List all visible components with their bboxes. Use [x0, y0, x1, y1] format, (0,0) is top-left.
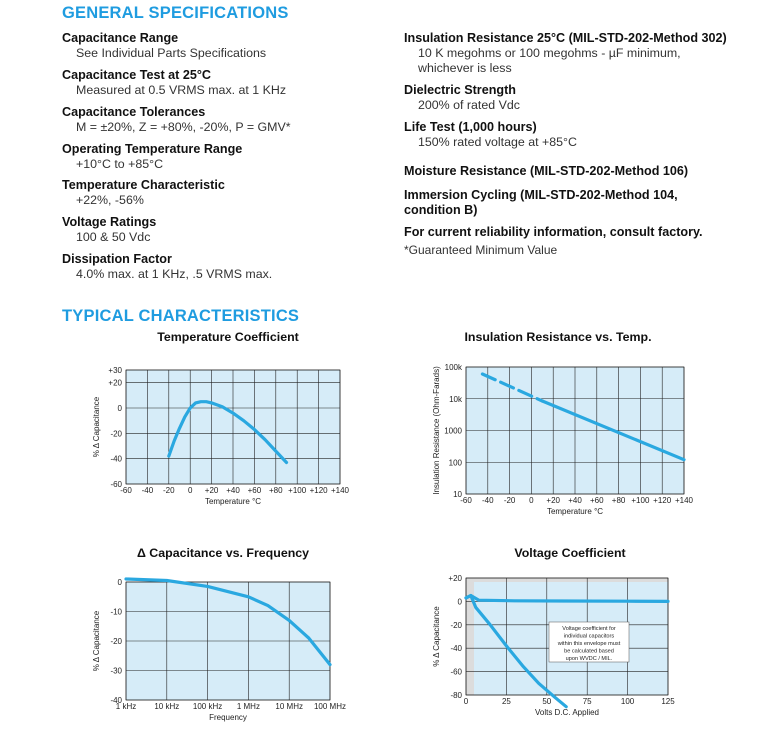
y-tick-label: -20	[450, 620, 462, 630]
x-tick-label: 25	[501, 697, 511, 706]
chart-title: Δ Capacitance vs. Frequency	[136, 546, 310, 560]
x-tick-label: 0	[463, 697, 469, 706]
x-tick-label: 10 MHz	[275, 702, 303, 711]
x-axis-label: Temperature °C	[204, 497, 262, 506]
x-tick-label: +60	[590, 496, 604, 505]
spec-value: 4.0% max. at 1 KHz, .5 VRMS max.	[76, 267, 273, 281]
x-tick-label: +80	[269, 486, 283, 495]
y-tick-label: -30	[110, 666, 122, 676]
y-tick-label: -10	[110, 607, 122, 617]
x-tick-label: 100 kHz	[192, 702, 223, 711]
x-tick-label: 100	[620, 697, 635, 706]
y-axis-label: % Δ Capacitance	[92, 396, 101, 458]
y-tick-label: 1000	[444, 426, 462, 436]
spec-title: Dissipation Factor	[62, 252, 172, 266]
x-tick-label: -60	[460, 496, 472, 505]
x-tick-label: +100	[631, 496, 650, 505]
x-tick-label: +100	[288, 486, 307, 495]
annotation-text: within this envelope must	[557, 641, 621, 647]
y-tick-label: 10k	[449, 394, 462, 404]
x-tick-label: +140	[330, 486, 350, 495]
x-axis-label: Volts D.C. Applied	[534, 708, 600, 717]
y-tick-label: 100	[448, 458, 462, 468]
spec-value: +10°C to +85°C	[76, 157, 164, 171]
y-tick-label: 10	[453, 490, 462, 499]
y-tick-label: -60	[110, 480, 122, 489]
x-tick-label: 75	[582, 697, 592, 706]
x-tick-label: +60	[247, 486, 262, 495]
annotation-text: be calculated based	[564, 648, 614, 655]
spec-value: 150% rated voltage at +85°C	[418, 135, 577, 149]
x-axis-label: Frequency	[209, 713, 247, 722]
x-tick-label: +40	[226, 486, 240, 495]
x-tick-label: +20	[204, 486, 219, 495]
y-tick-label: -60	[450, 667, 462, 677]
spec-title: Life Test (1,000 hours)	[404, 120, 537, 134]
spec-value: Measured at 0.5 VRMS max. at 1 KHz	[76, 83, 287, 97]
x-tick-label: +140	[674, 496, 694, 505]
y-axis-label: % Δ Capacitance	[432, 606, 441, 667]
spec-title: Immersion Cycling (MIL-STD-202-Method 104,	[404, 188, 678, 202]
annotation-text: individual capacitors	[563, 633, 615, 640]
y-tick-label: 0	[457, 597, 462, 607]
y-tick-label: +20	[448, 574, 462, 583]
spec-title: Moisture Resistance (MIL-STD-202-Method 106)	[404, 164, 689, 178]
spec-value: M = ±20%, Z = +80%, -20%, P = GMV*	[76, 120, 291, 134]
y-tick-label: 100k	[444, 363, 462, 372]
spec-title: Temperature Characteristic	[62, 178, 225, 192]
y-tick-label: +20	[108, 378, 122, 388]
y-tick-label: -40	[110, 454, 122, 464]
x-tick-label: 100 MHz	[313, 702, 347, 711]
x-tick-label: 10 kHz	[154, 702, 180, 711]
x-tick-label: -20	[503, 496, 516, 505]
y-tick-label: -40	[450, 644, 462, 654]
footnote: *Guaranteed Minimum Value	[404, 243, 558, 257]
spec-title: Capacitance Test at 25°C	[62, 68, 211, 82]
y-tick-label: +30	[108, 366, 122, 375]
y-axis-label: % Δ Capacitance	[92, 610, 101, 672]
y-tick-label: 0	[117, 578, 122, 587]
y-tick-label: -40	[110, 696, 122, 705]
x-tick-label: 125	[661, 697, 675, 706]
x-tick-label: 0	[529, 496, 534, 505]
x-tick-label: 1 MHz	[236, 702, 260, 711]
spec-title: Voltage Ratings	[62, 215, 157, 229]
spec-value: 10 K megohms or 100 megohms - µF minimum,	[418, 46, 681, 60]
spec-title: Capacitance Range	[62, 31, 179, 45]
spec-title: Capacitance Tolerances	[62, 105, 206, 119]
general-specs-heading: GENERAL SPECIFICATIONS	[62, 4, 289, 22]
y-tick-label: -20	[110, 429, 122, 439]
chart-title: Temperature Coefficient	[157, 330, 299, 344]
spec-title: For current reliability information, consult factory.	[404, 225, 703, 239]
spec-title: condition B)	[404, 203, 478, 217]
typical-characteristics-heading: TYPICAL CHARACTERISTICS	[62, 307, 300, 325]
spec-value: 200% of rated Vdc	[418, 98, 520, 112]
y-tick-label: -80	[450, 691, 462, 700]
x-tick-label: 0	[187, 486, 193, 495]
x-tick-label: +20	[546, 496, 560, 505]
spec-value: See Individual Parts Specifications	[76, 46, 267, 60]
spec-title: Dielectric Strength	[404, 83, 516, 97]
y-tick-label: -20	[110, 637, 122, 646]
chart-title: Voltage Coefficient	[514, 546, 626, 560]
annotation-text: Voltage coefficient for	[562, 626, 616, 632]
spec-value: +22%, -56%	[76, 193, 144, 207]
x-tick-label: +120	[653, 496, 672, 505]
x-tick-label: -60	[120, 486, 132, 495]
spec-title: Insulation Resistance 25°C (MIL-STD-202-Method 302)	[404, 31, 727, 45]
spec-value: 100 & 50 Vdc	[76, 230, 151, 244]
x-tick-label: -40	[482, 496, 494, 505]
chart-title: Insulation Resistance vs. Temp.	[464, 330, 652, 344]
x-tick-label: -20	[163, 486, 175, 495]
x-tick-label: 1 kHz	[115, 702, 137, 711]
spec-title: Operating Temperature Range	[62, 142, 243, 156]
spec-value: whichever is less	[418, 61, 512, 75]
y-tick-label: 0	[117, 404, 122, 413]
annotation-text: upon WVDC / MIL.	[565, 656, 613, 662]
x-tick-label: +40	[568, 496, 582, 505]
x-tick-label: -40	[141, 486, 154, 495]
x-tick-label: +80	[611, 496, 626, 505]
x-tick-label: 50	[542, 697, 552, 706]
x-tick-label: +120	[309, 486, 328, 495]
y-axis-label: Insulation Resistance (Ohm-Farads)	[432, 366, 441, 495]
x-axis-label: Temperature °C	[546, 507, 604, 516]
